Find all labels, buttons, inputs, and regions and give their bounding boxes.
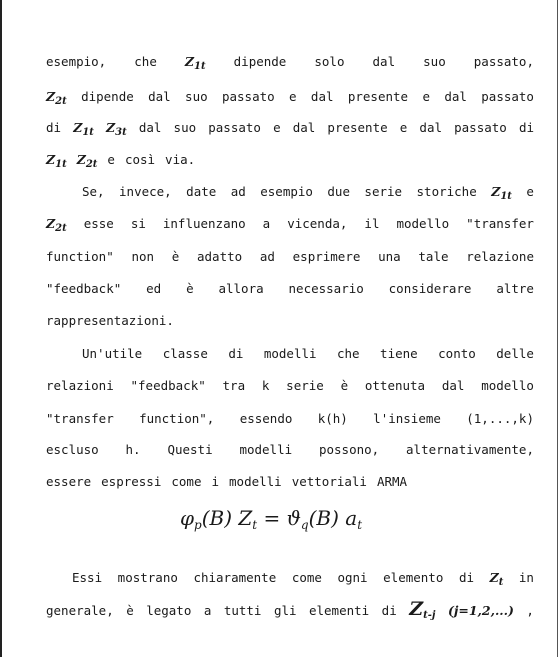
word: dal [292,120,316,135]
word: function" [46,249,114,264]
word: essendo [239,411,293,426]
word: passato [221,89,275,104]
word: si [130,216,146,231]
word: espressi [101,474,162,489]
word: dipende [233,54,287,69]
word: h. [125,442,141,457]
word: i [211,474,220,489]
text-line-14 [46,473,534,491]
text-line-7 [46,248,534,266]
word: modelli [263,346,317,361]
word: di [228,346,244,361]
text-line-13 [46,441,534,459]
text-line-10 [82,345,534,363]
word: adatto [197,249,243,264]
word: dal [310,89,334,104]
word: escluso [46,442,99,457]
scan-edge-right [557,0,558,657]
word: è [171,249,180,264]
word: delle [496,346,534,361]
word: di [518,120,534,135]
word: storiche [416,184,477,199]
word: elementi [308,603,370,618]
word: e [399,120,408,135]
word: e [526,184,534,199]
word: dal [138,120,162,135]
word: elemento [383,570,444,585]
word: è [186,281,194,296]
word: come [291,570,322,585]
word: "feedback" [46,281,122,296]
word: k(h) [317,411,348,426]
text-line-2 [46,88,534,106]
word: non [131,249,155,264]
word: di [458,570,474,585]
word: , [526,603,534,618]
text-line-8 [46,280,534,298]
word: è [340,378,349,393]
word: $Z_{1t}$ [491,184,512,202]
word: è [126,603,134,618]
word: presente [327,120,388,135]
word: ed [146,281,162,296]
word: esprimere [292,249,361,264]
equals-sign: = [263,506,281,530]
word: modello [481,378,534,393]
word: date [186,184,217,199]
word: classe [162,346,208,361]
word: "feedback" [130,378,206,393]
word: modello [396,216,450,231]
word: ad [230,184,246,199]
word: considerare [388,281,472,296]
word: esempio [260,184,313,199]
word: tale [418,249,449,264]
word: function", [139,411,215,426]
word: di [381,603,397,618]
word: $Z_{2t}$ [46,216,67,234]
word: allora [218,281,264,296]
word: mostrano [117,570,178,585]
word: passato [454,120,507,135]
word: ARMA [376,474,408,489]
word: serie [364,184,403,199]
word: conto [438,346,476,361]
word: gli [273,603,297,618]
word: che [134,54,157,69]
text-line-6 [46,215,534,233]
word: suo [185,89,208,104]
text-line-11 [46,377,534,395]
word: e [289,89,297,104]
word: di [46,120,62,135]
word: vicenda, [287,216,348,231]
text-line-12 [46,410,534,428]
word: che [337,346,360,361]
word: influenzano [162,216,246,231]
word: dal [372,54,396,69]
arma-formula: $\varphi_p(B) Z_t = ϑ_q(B)$ $a_t$ [180,506,363,532]
word: altre [496,281,534,296]
word: $Z_t$ [489,570,504,588]
word: alternativamente, [406,442,534,457]
word: necessario [288,281,364,296]
word: ogni [337,570,368,585]
text-line-16 [46,598,534,621]
word: una [378,249,401,264]
word: possono, [318,442,380,457]
word: e [273,120,281,135]
word: $Z_{1t}$ [184,54,206,72]
word: presente [347,89,409,104]
text-line-1 [46,53,534,71]
word: tiene [380,346,418,361]
word: il [364,216,380,231]
word: esempio, [46,54,107,69]
word: (j=1,2,...) [447,603,514,618]
word: $Z_{2t}$ [76,152,98,170]
word: a [262,216,271,231]
word: relazioni [46,378,114,393]
word: generale, [46,603,114,618]
text-line-5 [82,183,534,201]
word: due [327,184,350,199]
word: esse [83,216,114,231]
word: a [203,603,212,618]
word: tra [222,378,246,393]
word: dal [444,89,467,104]
text-line-3 [46,119,534,137]
word: modelli [239,442,293,457]
word: tutti [223,603,262,618]
word: Questi [167,442,213,457]
phi-symbol: φ [180,506,195,530]
word: ad [259,249,275,264]
word: Essi [72,570,103,585]
word: dal [441,378,465,393]
word: serie [286,378,324,393]
word: essere [46,474,92,489]
word: passato, [473,54,534,69]
word: Un'utile [82,346,143,361]
text-line-4 [46,151,534,169]
word: così [124,152,156,167]
word: chiaramente [193,570,277,585]
word: k [261,378,270,393]
word: vettoriali [291,474,367,489]
word: $Z_{t-j}$ [409,598,436,621]
word: ottenuta [364,378,426,393]
word: "transfer [46,411,114,426]
word: come [171,474,202,489]
scan-edge-left [0,0,2,657]
word: suo [173,120,197,135]
theta-symbol: ϑ [286,506,301,530]
a-symbol: a [345,506,358,530]
word: passato [208,120,261,135]
word: "transfer [466,216,534,231]
word: dal [419,120,442,135]
word: invece, [119,184,172,199]
word: dipende [81,89,134,104]
z-symbol: Z [238,506,253,530]
word: e [107,152,115,167]
text-line-15 [72,569,534,587]
word: relazione [466,249,534,264]
word: $Z_{1t}$ [73,120,94,138]
word: e [422,89,430,104]
word: legato [146,603,192,618]
word: $Z_{3t}$ [106,120,127,138]
word: via. [165,152,196,167]
word: modelli [229,474,282,489]
word: solo [314,54,345,69]
word: $Z_{1t}$ [46,152,67,170]
word: Se, [82,184,105,199]
word: dal [148,89,171,104]
word: (1,...,k) [466,411,534,426]
word: suo [423,54,446,69]
word: rappresentazioni. [46,313,174,328]
word: passato [481,89,534,104]
text-line-9 [46,312,534,330]
word: l'insieme [373,411,441,426]
word: in [518,570,534,585]
word: $Z_{2t}$ [46,89,67,107]
